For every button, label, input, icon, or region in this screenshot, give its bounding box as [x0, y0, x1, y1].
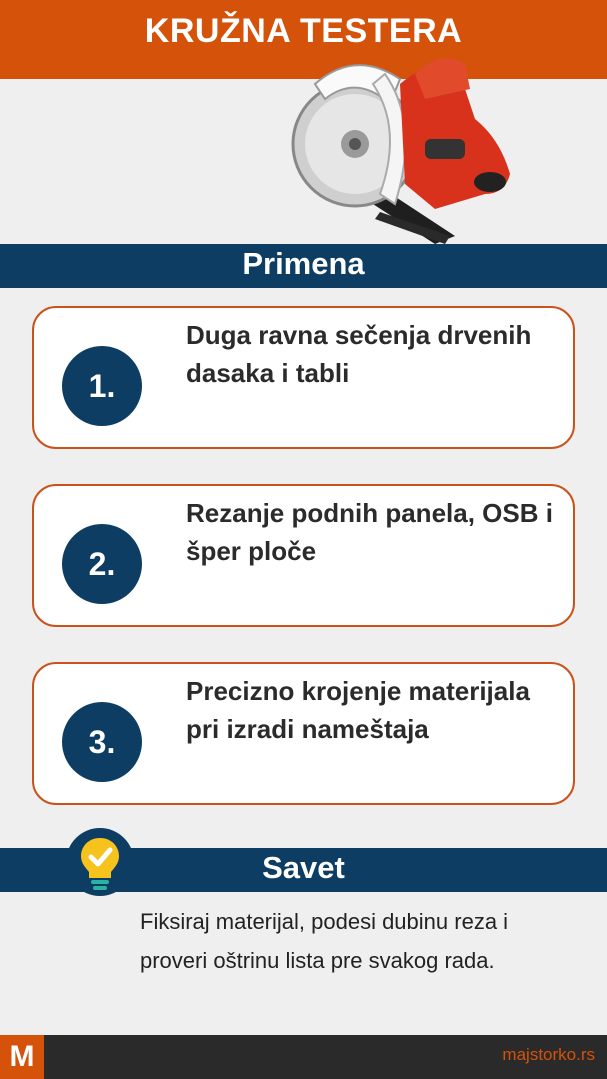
item-text: Rezanje podnih panela, OSB i šper ploče — [186, 498, 553, 566]
primena-title: Primena — [242, 246, 365, 281]
list-item — [32, 484, 575, 627]
lightbulb-check-icon — [64, 826, 136, 898]
circular-saw-image — [285, 44, 525, 249]
item-text: Precizno krojenje materijala pri izradi nameštaja — [186, 676, 530, 744]
number-badge: 3. — [62, 702, 142, 782]
page-title: KRUŽNA TESTERA — [144, 12, 463, 50]
tip-text: Fiksiraj materijal, podesi dubinu reza i proveri oštrinu lista pre svakog rada. — [140, 909, 509, 973]
footer — [0, 1035, 607, 1079]
item-text: Duga ravna sečenja drvenih dasaka i tabli — [186, 320, 532, 388]
number-badge: 1. — [62, 346, 142, 426]
primena-bar — [0, 244, 607, 288]
site-link[interactable]: majstorko.rs — [502, 1045, 595, 1064]
number-badge: 2. — [62, 524, 142, 604]
list-item — [32, 306, 575, 449]
brand-logo[interactable]: M — [0, 1035, 44, 1079]
list-item — [32, 662, 575, 805]
savet-title: Savet — [262, 850, 345, 885]
